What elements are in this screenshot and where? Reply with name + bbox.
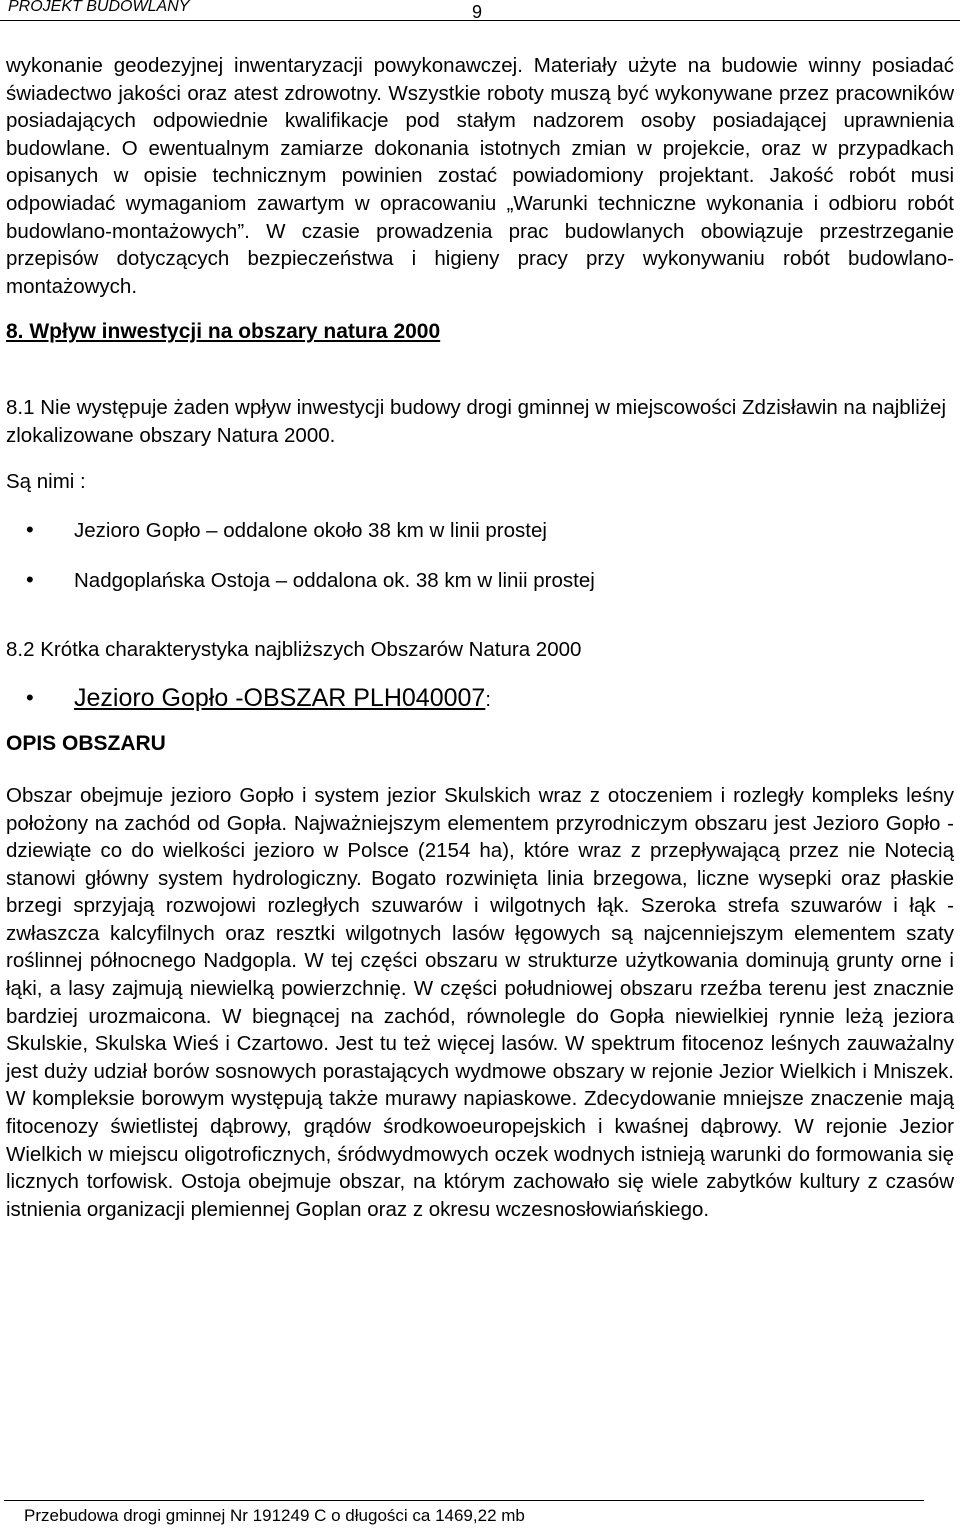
site-title bbox=[6, 682, 954, 716]
list-item: • Nadgoplańska Ostoja – oddalona ok. 38 km w linii prostej bbox=[6, 567, 954, 595]
sa-nimi-label: Są nimi : bbox=[6, 469, 86, 493]
paragraph-8-1: 8.1 Nie występuje żaden wpływ inwestycji budowy drogi gminnej w miejscowości Zdzisławin na najbliżej zlokalizowane obszary Natura 2000. bbox=[6, 396, 946, 447]
paragraph-construction-requirements: wykonanie geodezyjnej inwentaryzacji powykonawczej. Materiały użyte na budowie winny posiadać świadectwo jakości oraz atest zdrowotny. Wszystkie roboty muszą być wykonywane przez pracowników posiadających odpowiednie kwalifikacje pod stałym nadzorem osoby posiadającej uprawnienia budowlane. O ewentualnym zamiarze dokonania istotnych zmian w projekcie, oraz w przypadkach opisanych w opisie technicznym powinien zostać powiadomiony projektant. Jakość robót musi odpowiadać wymaganiom zawartym w opracowaniu „Warunki techniczne wykonania i odbioru robót budowlano-montażowych”. W czasie prowadzenia prac budowlanych obowiązuje przestrzeganie przepisów dotyczących bezpieczeństwa i higieny pracy przy wykonywaniu robót budowlano-montażowych. bbox=[6, 54, 954, 298]
document-body bbox=[6, 52, 954, 1223]
page-number: 9 bbox=[472, 2, 483, 22]
header-title: PROJEKT BUDOWLANY bbox=[8, 0, 190, 15]
list-item: • Jezioro Gopło – oddalone około 38 km w linii prostej bbox=[6, 517, 954, 545]
footer-divider bbox=[4, 1500, 924, 1501]
section-heading-8-2: 8.2 Krótka charakterystyka najbliższych Obszarów Natura 2000 bbox=[6, 638, 582, 662]
natura-sites-list bbox=[6, 517, 954, 594]
site-suffix: : bbox=[485, 688, 491, 711]
footer-text: Przebudowa drogi gminnej Nr 191249 C o długości ca 1469,22 mb bbox=[24, 1506, 525, 1525]
section-heading-8: 8. Wpływ inwestycji na obszary natura 2000 bbox=[6, 320, 441, 344]
area-description: Obszar obejmuje jezioro Gopło i system jezior Skulskich wraz z otoczeniem i rozległy kompleks leśny położony na zachód od Gopła. Najważniejszym elementem przyrodniczym obszaru jest Jezioro Gopło - dziewiąte co do wielkości jezioro w Polsce (2154 ha), które wraz z przepływającą przez nie Notecią stanowi główny system hydrologiczny. Bogato rozwinięta linia brzegowa, liczne wysepki oraz płaskie brzegi sprzyjają rozwojowi rozległych szuwarów i wilgotnych łąk. Szeroka strefa szuwarów i łąk - zwłaszcza kalcyfilnych oraz resztki wilgotnych lasów łęgowych są najcenniejszym elementem szaty roślinnej północnego Nadgopla. W tej części obszaru w strukturze użytkowania dominują grunty orne i łąki, a lasy zajmują niewielką powierzchnię. W części południowej obszaru rzeźba terenu jest znacznie bardziej urozmaicona. W biegnącej na zachód, równolegle do Gopła niewielkiej rynnie leżą jeziora Skulskie, Skulska Wieś i Czartowo. Jest tu też więcej lasów. W spektrum fitocenoz leśnych zauważalny jest duży udział borów sosnowych porastających wydmowe obszary w rejonie Jezior Wielkich i Mniszek. W kompleksie borowym występują także murawy napiaskowe. Zdecydowanie mniejsze znaczenie mają fitocenozy świetlistej dąbrowy, grądów środkowoeuropejskich i kwaśnej dąbrowy. W rejonie Jezior Wielkich w miejscu oligotroficznych, śródwydmowych oczek wodnych istnieją warunki do formowania się licznych torfowisk. Ostoja obejmuje obszar, na którym zachowało się wiele zabytków kultury z czasów istnienia organizacji plemiennej Goplan oraz z okresu wczesnosłowiańskiego. bbox=[6, 783, 954, 1221]
opis-obszaru-heading: OPIS OBSZARU bbox=[6, 731, 166, 755]
page-header bbox=[0, 0, 960, 21]
site-name: Jezioro Gopło -OBSZAR PLH040007 bbox=[74, 683, 486, 712]
